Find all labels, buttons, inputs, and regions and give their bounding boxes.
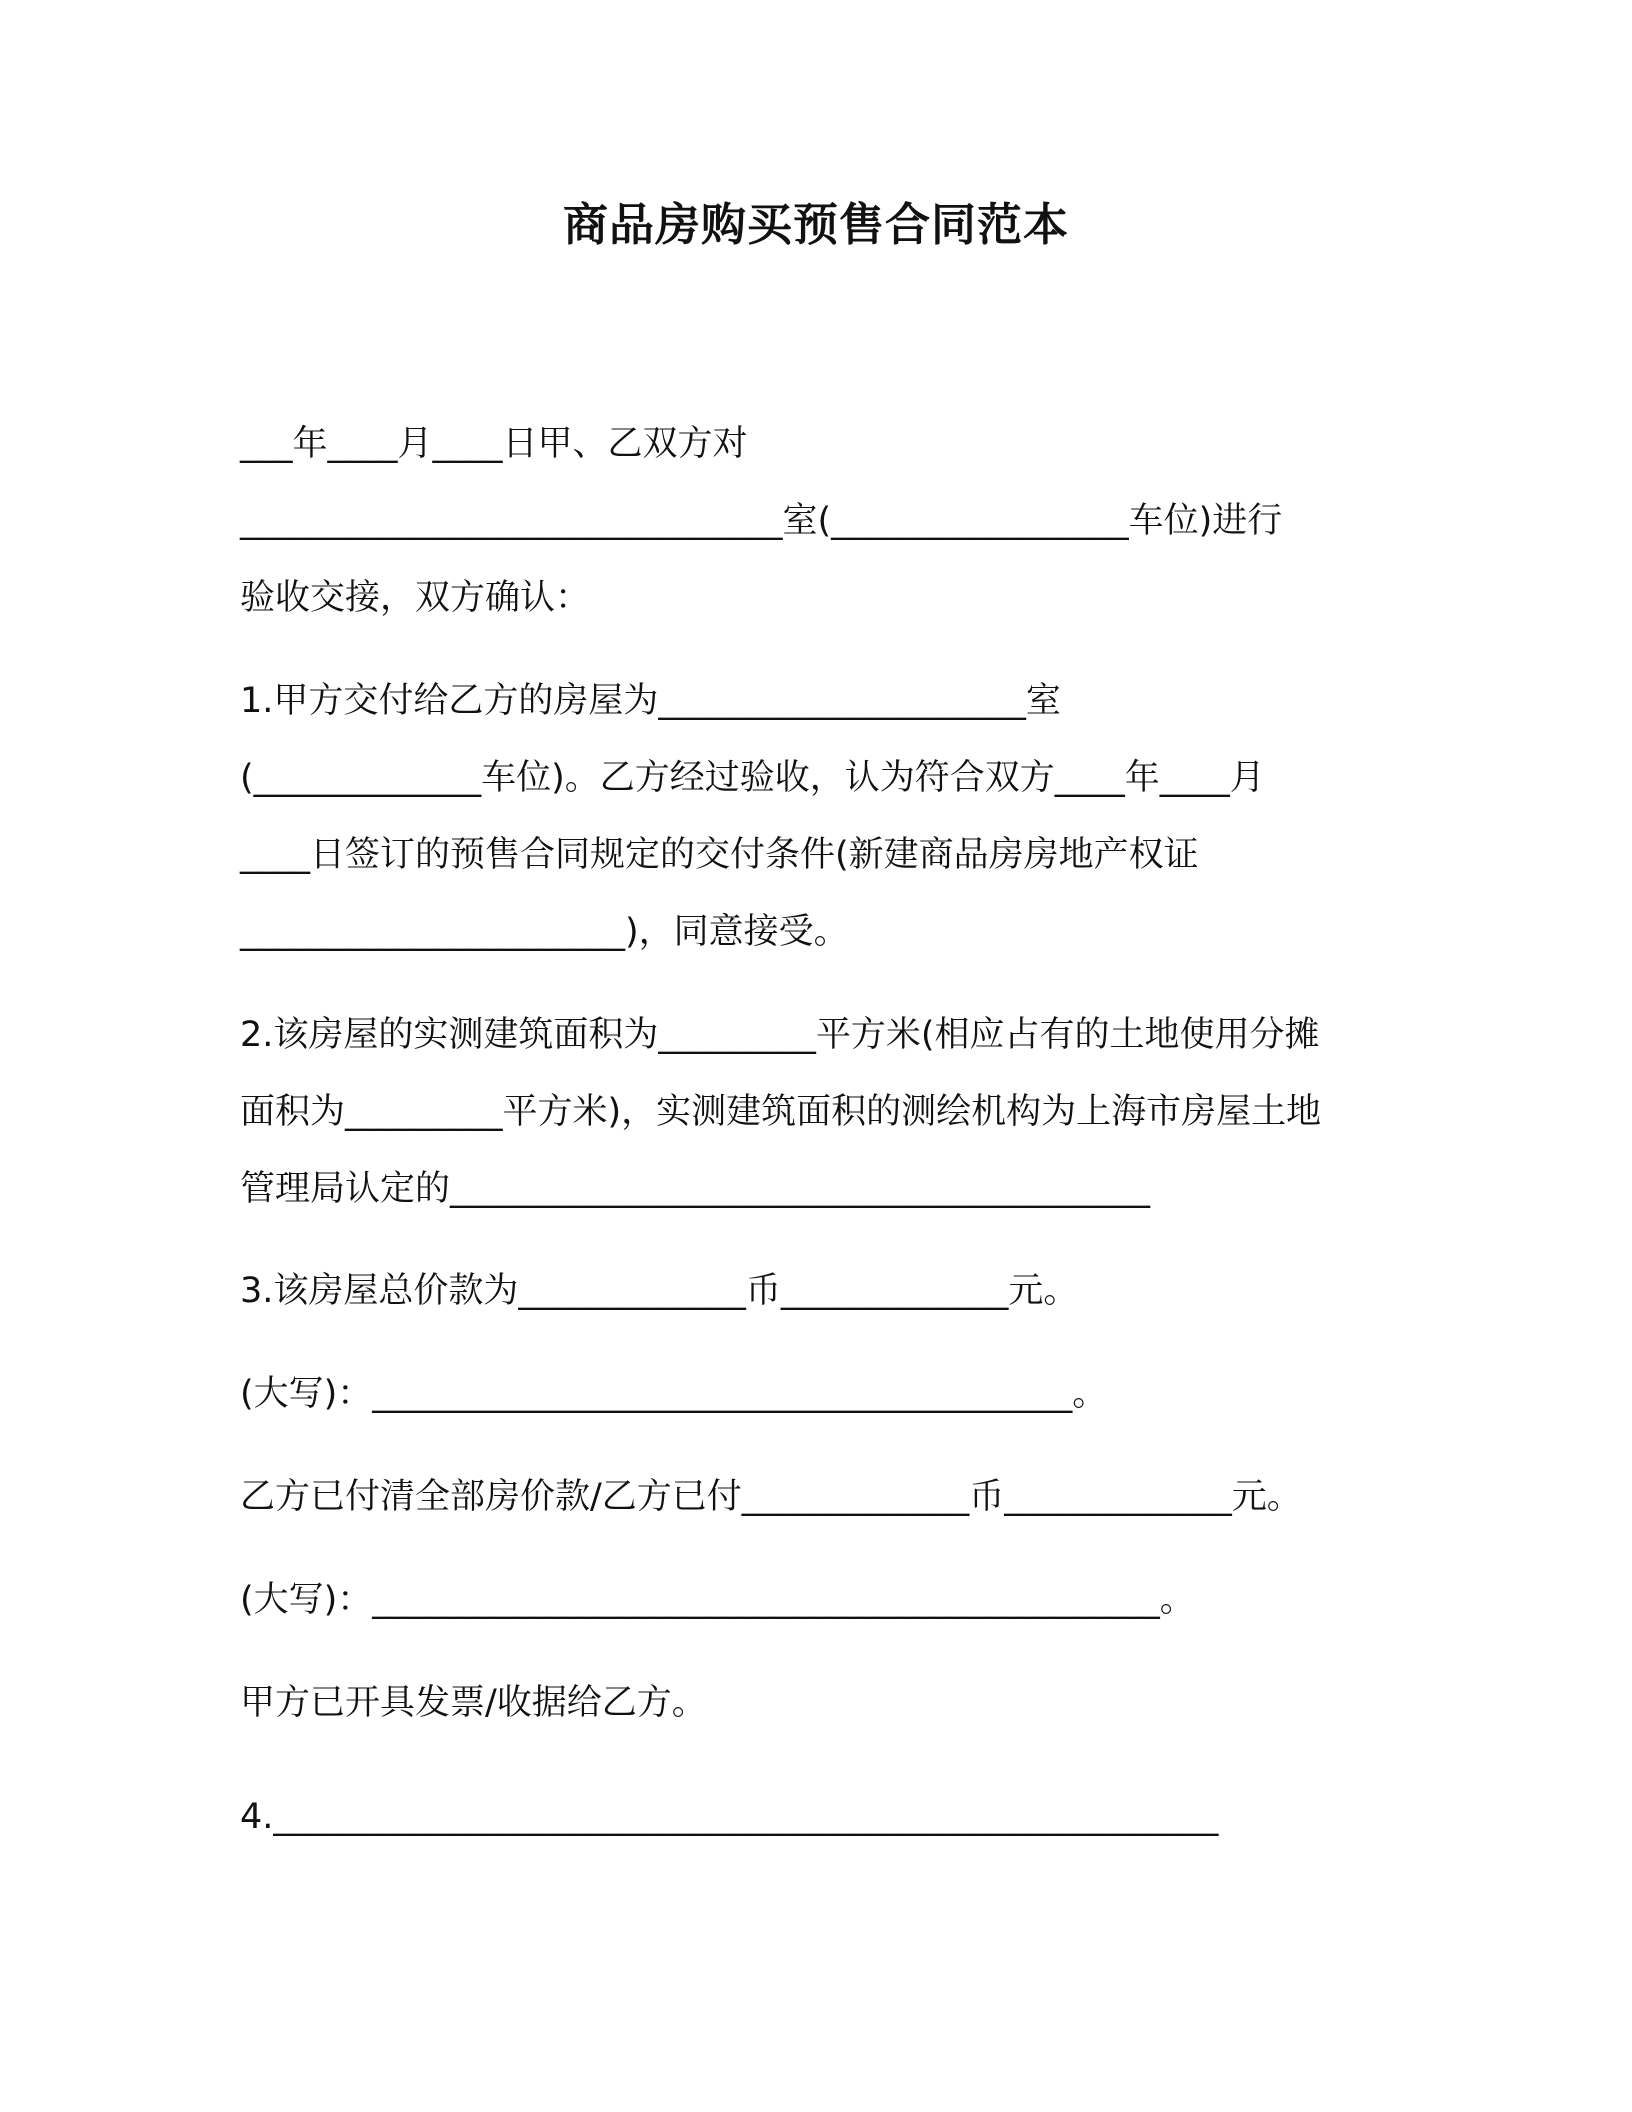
confirm-line: 验收交接，双方确认： bbox=[240, 578, 591, 618]
clause-1-line-3: ____日签订的预售合同规定的交付条件(新建商品房房地产权证 bbox=[240, 835, 1199, 875]
date-line: ___年____月____日甲、乙双方对 bbox=[240, 424, 748, 464]
clause-3-paid-uppercase: (大写)：_____________________________________________。 bbox=[240, 1580, 1195, 1620]
clause-3-total-uppercase: (大写)：________________________________________。 bbox=[240, 1374, 1108, 1414]
clause-1-line-1: 1.甲方交付给乙方的房屋为_____________________室 bbox=[240, 681, 1061, 721]
clause-4-line: 4.______________________________________________________ bbox=[240, 1797, 1219, 1837]
clause-3-invoice: 甲方已开具发票/收据给乙方。 bbox=[240, 1683, 707, 1723]
clause-3-total-price: 3.该房屋总价款为_____________币_____________元。 bbox=[240, 1271, 1079, 1311]
clause-2-line-1: 2.该房屋的实测建筑面积为_________平方米(相应占有的土地使用分摊 bbox=[240, 1015, 1320, 1055]
clause-1-line-2: (_____________车位)。乙方经过验收，认为符合双方____年____月 bbox=[240, 758, 1265, 798]
document-title: 商品房购买预售合同范本 bbox=[562, 198, 1069, 251]
clause-2-line-2: 面积为_________平方米)，实测建筑面积的测绘机构为上海市房屋土地 bbox=[240, 1092, 1322, 1132]
clause-1-line-4: ______________________)，同意接受。 bbox=[240, 912, 849, 952]
room-parking-line: _______________________________室(_________________车位)进行 bbox=[240, 501, 1283, 541]
clause-3-paid-amount: 乙方已付清全部房价款/乙方已付_____________币_____________元。 bbox=[240, 1477, 1302, 1517]
clause-2-line-3: 管理局认定的________________________________________ bbox=[240, 1169, 1151, 1209]
